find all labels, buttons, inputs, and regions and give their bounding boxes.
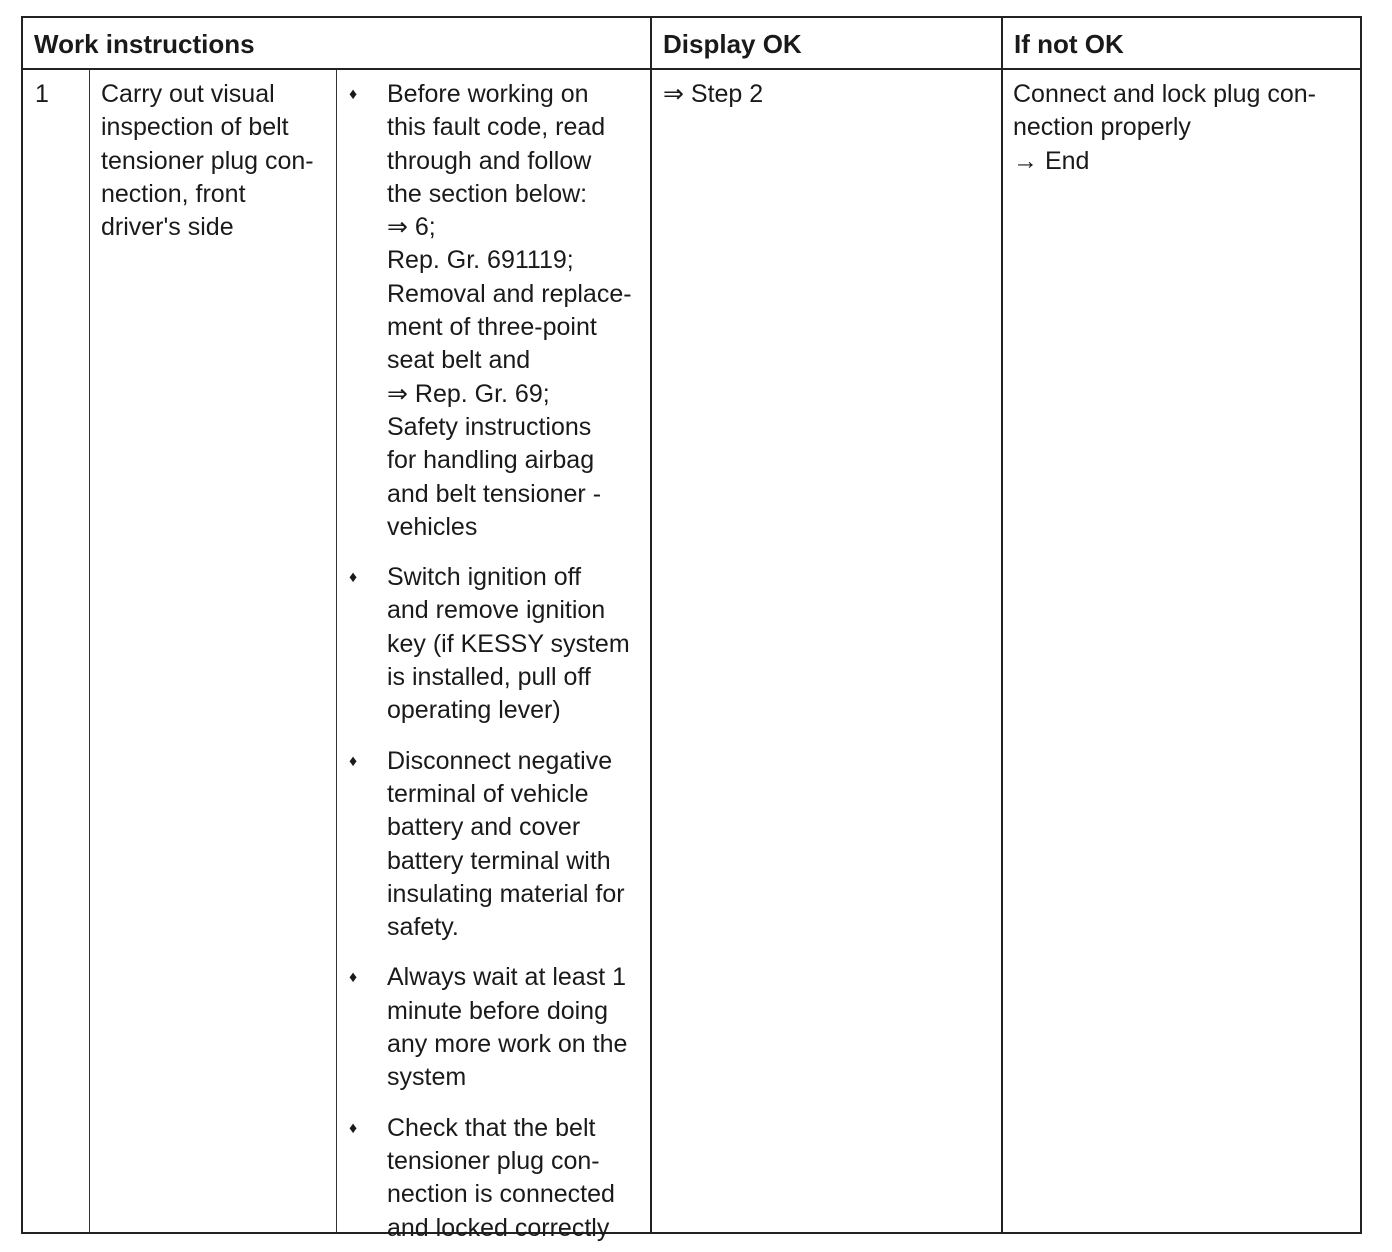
instruction-link[interactable]: ⇒ Rep. Gr. 69;	[387, 379, 550, 408]
instruction-line: through and follow	[387, 146, 592, 175]
header-work-instructions: Work instructions	[34, 29, 255, 59]
instruction-line: Always wait at least 1	[387, 963, 626, 992]
step-number: 1	[35, 80, 49, 108]
instruction-item	[338, 78, 650, 544]
instruction-line: any more work on the	[387, 1030, 628, 1059]
instruction-item	[338, 561, 650, 727]
description-line: nection, front	[101, 179, 246, 208]
instruction-line: insulating material for	[387, 879, 625, 908]
instruction-line: key (if KESSY system	[387, 629, 630, 658]
instruction-line: Switch ignition off	[387, 563, 582, 592]
instruction-line: nection is connected	[387, 1180, 615, 1209]
instruction-line: and locked correctly	[387, 1213, 610, 1242]
instruction-line: safety.	[387, 913, 459, 942]
column-divider-display	[650, 18, 652, 1232]
bullet-diamond-icon: ♦	[349, 969, 358, 987]
instruction-line: battery terminal with	[387, 846, 611, 875]
not-ok-line: Connect and lock plug con-	[1013, 80, 1316, 108]
instruction-line: Before working on	[387, 80, 589, 108]
column-divider-step	[89, 70, 90, 1232]
instruction-line: for handling airbag	[387, 446, 595, 475]
if-not-ok-action	[1013, 78, 1358, 178]
description-line: Carry out visual	[101, 80, 275, 108]
work-instructions-table	[21, 16, 1362, 1242]
instruction-line: the section below:	[387, 179, 588, 208]
instruction-line: terminal of vehicle	[387, 779, 589, 808]
instruction-line: Rep. Gr. 691119;	[387, 246, 574, 275]
instruction-item	[338, 1112, 650, 1245]
instruction-link[interactable]: ⇒ 6;	[387, 213, 436, 242]
column-divider-instructions	[336, 70, 337, 1232]
instructions-list	[338, 78, 650, 1245]
instruction-line: is installed, pull off	[387, 663, 591, 692]
bullet-diamond-icon: ♦	[349, 569, 358, 587]
description-line: inspection of belt	[101, 113, 289, 142]
instruction-item	[338, 961, 650, 1094]
instruction-line: vehicles	[387, 512, 478, 541]
bullet-diamond-icon: ♦	[349, 752, 358, 770]
instruction-line: operating lever)	[387, 696, 561, 725]
description-line: tensioner plug con-	[101, 146, 314, 175]
bullet-diamond-icon: ♦	[349, 86, 358, 103]
instruction-line: Safety instructions	[387, 412, 592, 441]
instruction-line: system	[387, 1063, 467, 1092]
instruction-item	[338, 745, 650, 945]
display-ok-link[interactable]: ⇒ Step 2	[663, 80, 764, 108]
instruction-line: tensioner plug con-	[387, 1146, 600, 1175]
instruction-line: Check that the belt	[387, 1113, 596, 1142]
bullet-diamond-icon: ♦	[349, 1119, 358, 1137]
instruction-line: this fault code, read	[387, 113, 606, 142]
instruction-line: and belt tensioner -	[387, 479, 602, 508]
description-line: driver's side	[101, 213, 234, 242]
instruction-line: minute before doing	[387, 996, 608, 1025]
instruction-line: Removal and replace-	[387, 279, 632, 308]
instruction-line: Disconnect negative	[387, 746, 613, 775]
instruction-line: ment of three-point	[387, 313, 597, 342]
step-description	[101, 78, 333, 244]
instruction-line: seat belt and	[387, 346, 531, 375]
end-link[interactable]: → End	[1013, 146, 1090, 175]
header-if-not-ok: If not OK	[1014, 29, 1124, 59]
not-ok-line: nection properly	[1013, 113, 1191, 142]
column-divider-not-ok	[1001, 18, 1003, 1232]
header-display-ok: Display OK	[663, 29, 802, 59]
instruction-line: battery and cover	[387, 813, 581, 842]
instruction-line: and remove ignition	[387, 596, 606, 625]
